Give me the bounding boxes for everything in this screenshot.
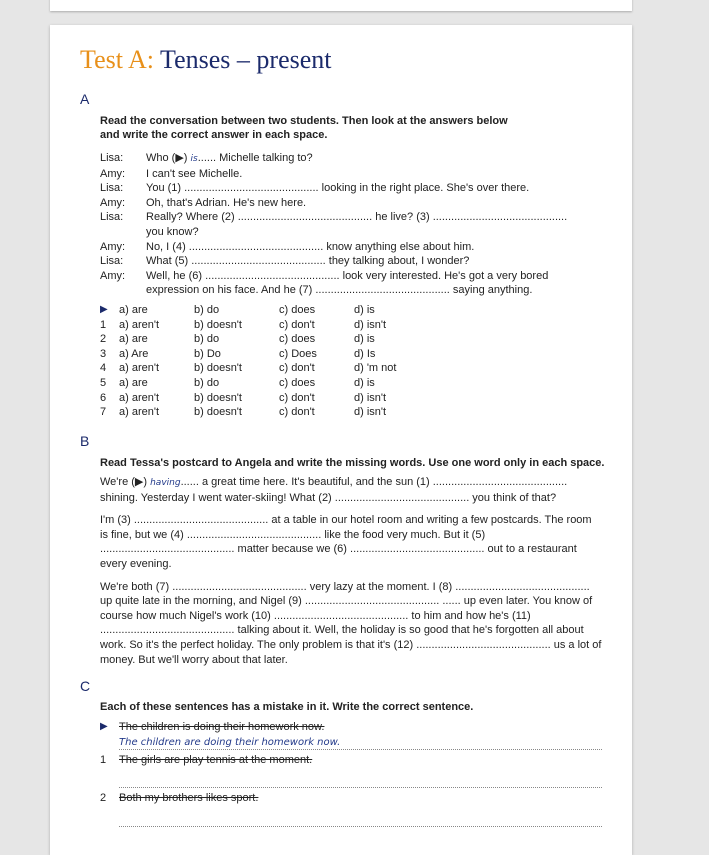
- text: We're (▶): [100, 476, 151, 488]
- question-number: 5: [100, 376, 107, 389]
- answer-options: [100, 303, 396, 420]
- speaker: Amy:: [100, 167, 126, 180]
- option-b: b) doesn't: [194, 391, 242, 404]
- text: Who (▶): [146, 152, 191, 164]
- conversation: [100, 151, 567, 298]
- option-c: c) does: [279, 376, 316, 389]
- postcard-paragraph-2: I'm (3) ............................................ at a table in our hotel room and writing a few postcards. The room is fine, but we (4) ............................................ like the food very much. But it (5) ............................................ matter because we (6) ............................................ out to a restaurant every evening.: [100, 514, 592, 570]
- option-d: d) Is: [354, 347, 376, 360]
- option-d: d) is: [354, 333, 375, 346]
- section-a-instruction: Read the conversation between two students. Then look at the answers below and write the correct answer in each space.: [100, 115, 508, 141]
- postcard-text: [100, 475, 602, 675]
- question-number: 7: [100, 406, 107, 419]
- question-number: 4: [100, 362, 107, 375]
- line-text: What (5) ............................................ they talking about, I wonder?: [146, 255, 470, 268]
- page-title: [80, 45, 332, 75]
- option-a: a) Are: [119, 347, 149, 360]
- line-text: Really? Where (2) ............................................ he live? (3) ............................................: [146, 211, 568, 224]
- question-number: 6: [100, 391, 107, 404]
- line-text: you know?: [146, 225, 199, 238]
- option-c: c) don't: [279, 318, 315, 331]
- handwritten-answer: The children are doing their homework now.: [119, 736, 341, 748]
- question-number: 1: [100, 318, 107, 331]
- option-row: [100, 376, 396, 391]
- conversation-line: [100, 254, 567, 269]
- option-d: d) isn't: [354, 318, 387, 331]
- speaker: Amy:: [100, 269, 126, 282]
- handwritten-answer: is: [190, 154, 198, 164]
- postcard-paragraph-1: [100, 475, 602, 505]
- previous-page: [50, 0, 632, 11]
- item-number: 2: [100, 792, 107, 805]
- conversation-line: [100, 283, 567, 298]
- speaker: Amy:: [100, 240, 126, 253]
- option-a: a) are: [119, 376, 148, 389]
- option-a: a) are: [119, 304, 148, 316]
- option-c: c) does: [279, 333, 316, 346]
- speaker: Lisa:: [100, 211, 124, 224]
- option-row: [100, 332, 396, 347]
- correction-item: [100, 720, 602, 735]
- question-number: 2: [100, 333, 107, 346]
- section-b-label: B: [80, 433, 90, 449]
- option-d: d) is: [354, 304, 375, 316]
- conversation-line: [100, 181, 567, 196]
- option-c: c) does: [279, 304, 316, 316]
- option-a: a) aren't: [119, 406, 160, 419]
- line-text: I can't see Michelle.: [146, 167, 243, 180]
- line-text: Well, he (6) ............................................ look very interested. He's got a very bored: [146, 269, 549, 282]
- conversation-line: [100, 151, 567, 167]
- conversation-line: [100, 196, 567, 211]
- option-b: b) doesn't: [194, 362, 242, 375]
- answer-line[interactable]: [119, 735, 602, 750]
- section-b-instruction: Read Tessa's postcard to Angela and write the missing words. Use one word only in each space.: [100, 457, 605, 469]
- option-c: c) Does: [279, 347, 317, 360]
- speaker: [100, 283, 146, 298]
- conversation-line: [100, 210, 567, 225]
- option-row: [100, 361, 396, 376]
- section-c-label: C: [80, 678, 91, 694]
- option-a: a) aren't: [119, 362, 160, 375]
- speaker: Lisa:: [100, 182, 124, 195]
- option-d: d) isn't: [354, 391, 387, 404]
- conversation-line: [100, 167, 567, 182]
- item-number: ▶: [100, 721, 108, 732]
- option-row: [100, 391, 396, 406]
- correction-items: [100, 720, 602, 830]
- item-number: 1: [100, 753, 107, 766]
- line-text: expression on his face. And he (7) ............................................ saying anything.: [146, 284, 533, 297]
- option-d: d) is: [354, 376, 375, 389]
- option-d: d) 'm not: [354, 362, 397, 375]
- option-a: a) are: [119, 333, 148, 346]
- answer-line[interactable]: [119, 773, 602, 788]
- line-text: No, I (4) ............................................ know anything else about him.: [146, 240, 475, 253]
- option-c: c) don't: [279, 391, 315, 404]
- option-b: b) do: [194, 304, 220, 316]
- speaker: [100, 225, 146, 240]
- speaker: Lisa:: [100, 152, 124, 164]
- option-a: a) aren't: [119, 391, 160, 404]
- text: ...... a great time here. It's beautiful, and the sun (1) ............................................ shining. Yesterday I went water-skiing! What (2) ............................................ you think of that?: [100, 476, 568, 504]
- conversation-line: [100, 225, 567, 240]
- conversation-line: [100, 240, 567, 255]
- title-prefix: Test A:: [80, 45, 155, 74]
- incorrect-sentence: Both my brothers likes sport.: [119, 792, 259, 805]
- line-text: You (1) ............................................ looking in the right place. She's over there.: [146, 182, 530, 195]
- option-b: b) doesn't: [194, 406, 242, 419]
- correction-item: [100, 791, 602, 806]
- option-row: [100, 303, 396, 318]
- postcard-paragraph-3: We're both (7) ............................................ very lazy at the moment. I (8) ............................................ up quite late in the morning, and Nigel (9) ............................................ ...... up even later. You know of course how much Nigel's work (10) ............................................ to him and how he's (11) ............................................ talking about it. Well, the holiday is so good that he's forgotten all about work. So it's the perfect holiday. The only problem is that it's (12) ............................................ us a lot of money. But we'll worry about that later.: [100, 580, 602, 666]
- worksheet-page: [50, 25, 632, 855]
- option-row: [100, 347, 396, 362]
- incorrect-sentence: The girls are play tennis at the moment.: [119, 753, 313, 766]
- section-a-label: A: [80, 91, 90, 107]
- question-number: 3: [100, 347, 107, 360]
- option-d: d) isn't: [354, 406, 387, 419]
- speaker: Lisa:: [100, 255, 124, 268]
- option-b: b) do: [194, 376, 220, 389]
- option-c: c) don't: [279, 406, 315, 419]
- option-b: b) do: [194, 333, 220, 346]
- option-b: b) Do: [194, 347, 221, 360]
- incorrect-sentence: The children is doing their homework now.: [119, 721, 325, 733]
- question-number: ▶: [100, 304, 108, 315]
- option-c: c) don't: [279, 362, 315, 375]
- correction-item: [100, 753, 602, 768]
- conversation-line: [100, 269, 567, 284]
- option-a: a) aren't: [119, 318, 160, 331]
- option-row: [100, 318, 396, 333]
- text: ...... Michelle talking to?: [197, 152, 313, 164]
- title-main: Tenses – present: [160, 45, 332, 74]
- line-text: [146, 151, 313, 167]
- answer-line[interactable]: [119, 812, 602, 827]
- option-row: [100, 405, 396, 420]
- handwritten-answer: having: [150, 478, 181, 488]
- speaker: Amy:: [100, 196, 126, 209]
- section-c-instruction: Each of these sentences has a mistake in it. Write the correct sentence.: [100, 701, 474, 713]
- line-text: Oh, that's Adrian. He's new here.: [146, 196, 307, 209]
- option-b: b) doesn't: [194, 318, 242, 331]
